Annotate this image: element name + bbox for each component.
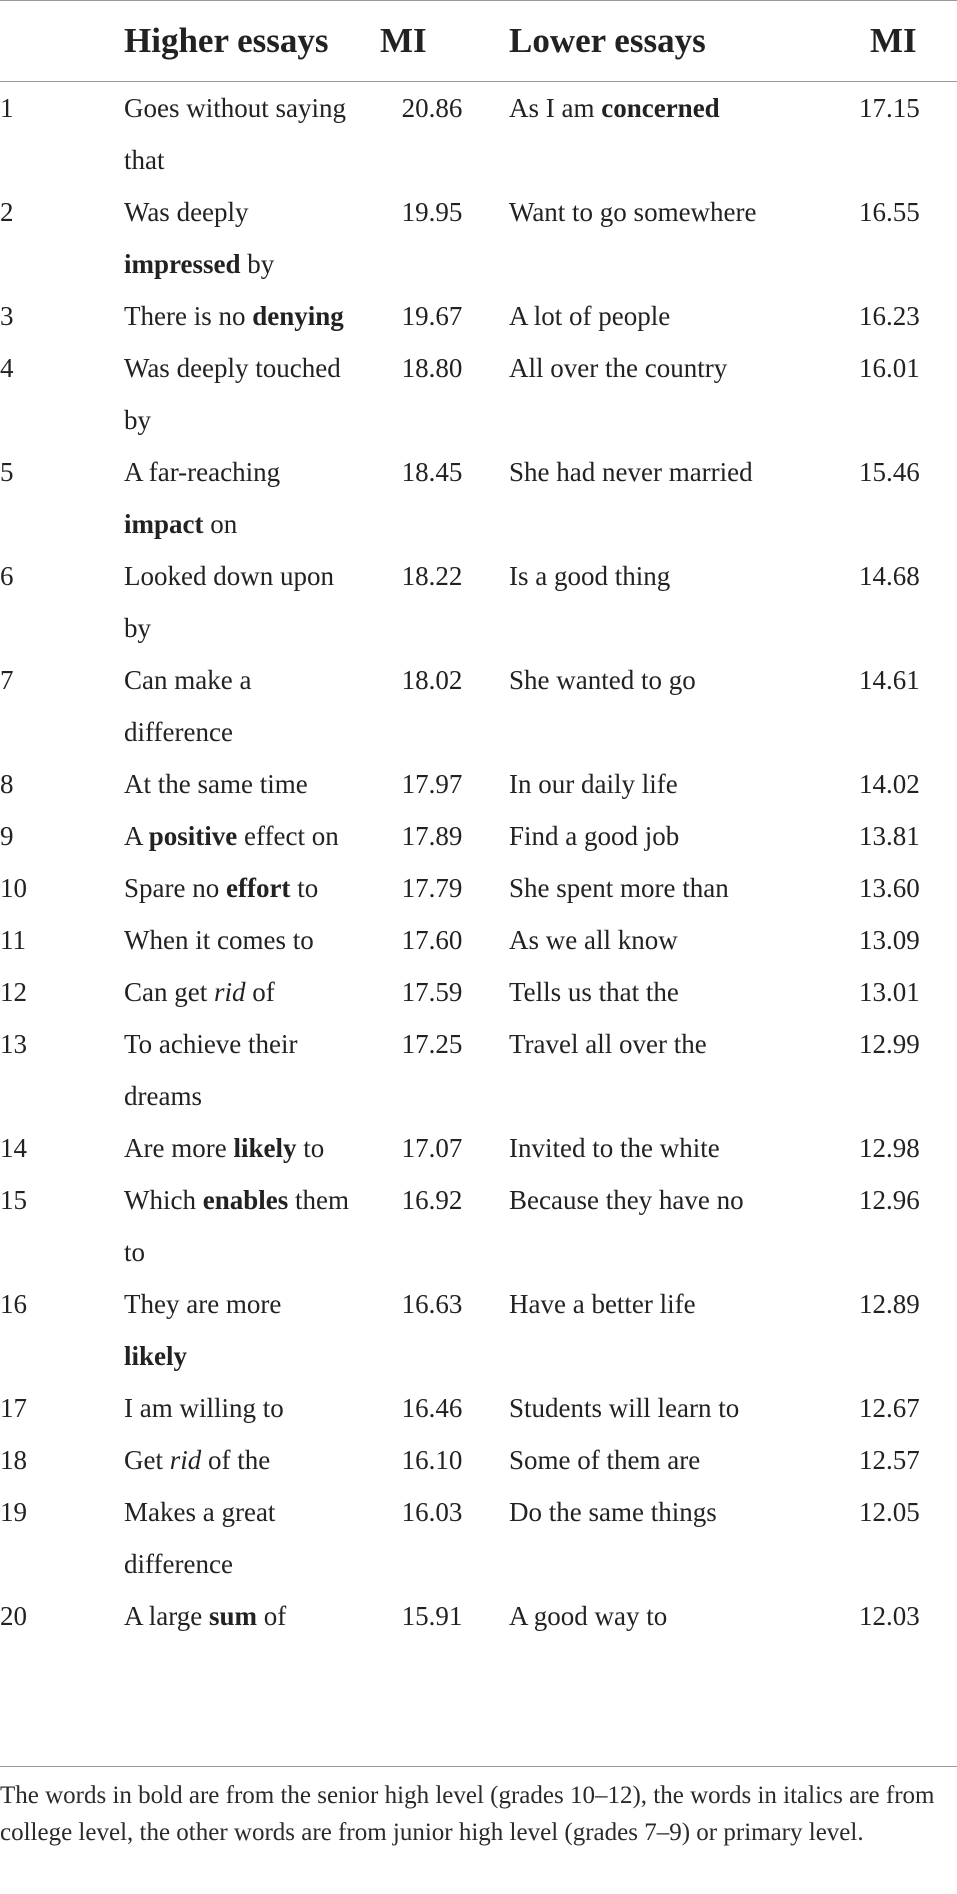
- lower-essay-phrase: [484, 1278, 831, 1382]
- lower-essay-phrase: [484, 342, 831, 446]
- rank-cell: 12: [0, 977, 27, 1007]
- phrase-text: I am willing to: [124, 1393, 284, 1423]
- higher-essay-phrase: [124, 810, 380, 862]
- bold-word: impressed: [124, 249, 241, 279]
- mi-higher-value: 17.59: [401, 977, 463, 1007]
- rank-cell: 4: [0, 353, 14, 383]
- phrase-text: of: [257, 1601, 287, 1631]
- phrase-text: Some of them are: [509, 1445, 701, 1475]
- header-higher-essays: Higher essays: [124, 20, 329, 60]
- table-row: [0, 550, 957, 654]
- higher-essay-phrase: [124, 1382, 380, 1434]
- lower-essay-phrase: [484, 758, 831, 810]
- rank-cell: 11: [0, 925, 26, 955]
- phrase-text: to: [296, 1133, 325, 1163]
- rank-cell: 6: [0, 561, 14, 591]
- lower-essay-phrase: [484, 914, 831, 966]
- table-footnote: The words in bold are from the senior high level (grades 10–12), the words in italics are from college level, the other words are from junior high level (grades 7–9) or primary level.: [0, 1782, 935, 1846]
- phrase-text: Makes a great difference: [124, 1497, 276, 1579]
- mi-lower-value: 14.02: [859, 769, 920, 799]
- bold-word: concerned: [601, 93, 720, 123]
- header-rank: [0, 0, 124, 81]
- phrase-text: At the same time: [124, 769, 308, 799]
- mi-higher-value: 16.03: [401, 1497, 463, 1527]
- lower-essay-phrase: [484, 290, 831, 342]
- bold-word: likely: [233, 1133, 297, 1163]
- header-mi-lower: MI: [870, 20, 917, 60]
- mi-lower-value: 16.23: [859, 301, 920, 331]
- italic-word: rid: [213, 977, 246, 1007]
- bold-word: enables: [202, 1185, 289, 1215]
- phrase-text: Which: [124, 1185, 203, 1215]
- higher-essay-phrase: [124, 550, 380, 654]
- phrase-text: Because they have no: [509, 1185, 744, 1215]
- lower-essay-phrase: [484, 810, 831, 862]
- table-row: [0, 1018, 957, 1122]
- phrase-text: She had never married: [509, 457, 753, 487]
- table-row: [0, 290, 957, 342]
- mi-lower-value: 13.81: [859, 821, 920, 851]
- table-body: [0, 81, 957, 1648]
- phrase-text: Can make a difference: [124, 665, 252, 747]
- lower-essay-phrase: [484, 1590, 831, 1648]
- phrase-text: Can get: [124, 977, 214, 1007]
- lower-essay-phrase: [484, 1382, 831, 1434]
- higher-essay-phrase: [124, 1590, 380, 1648]
- mi-higher-value: 17.79: [401, 873, 463, 903]
- table-row: [0, 1174, 957, 1278]
- phrase-text: Want to go somewhere: [509, 197, 757, 227]
- higher-essay-phrase: [124, 966, 380, 1018]
- rank-cell: 20: [0, 1601, 27, 1631]
- phrase-text: In our daily life: [509, 769, 678, 799]
- phrase-text: When it comes to: [124, 925, 314, 955]
- mi-higher-value: 19.95: [401, 197, 463, 227]
- phrase-text: Have a better life: [509, 1289, 696, 1319]
- lower-essay-phrase: [484, 81, 831, 186]
- phrase-text: All over the country: [509, 353, 728, 383]
- mi-higher-value: 18.02: [401, 665, 463, 695]
- phrase-text: Invited to the white: [509, 1133, 720, 1163]
- higher-essay-phrase: [124, 186, 380, 290]
- phrase-text: As we all know: [509, 925, 678, 955]
- mi-lower-value: 14.68: [859, 561, 920, 591]
- header-mi-higher: MI: [380, 20, 427, 60]
- mi-higher-value: 17.07: [401, 1133, 463, 1163]
- higher-essay-phrase: [124, 342, 380, 446]
- mi-higher-value: 16.10: [401, 1445, 463, 1475]
- phrase-text: Travel all over the: [509, 1029, 707, 1059]
- mi-higher-value: 17.89: [401, 821, 463, 851]
- rank-cell: 17: [0, 1393, 27, 1423]
- table-row: [0, 81, 957, 186]
- phrase-text: Tells us that the: [509, 977, 679, 1007]
- lower-essay-phrase: [484, 966, 831, 1018]
- phrase-text: by: [240, 249, 275, 279]
- higher-essay-phrase: [124, 1278, 380, 1382]
- phrase-text: Goes without saying that: [124, 93, 346, 175]
- bold-word: positive: [148, 821, 238, 851]
- phrase-text: Was deeply touched by: [124, 353, 341, 435]
- phrase-text: on: [203, 509, 238, 539]
- mi-higher-value: 17.60: [401, 925, 463, 955]
- table-row: [0, 342, 957, 446]
- mi-lower-value: 17.15: [859, 93, 920, 123]
- lower-essay-phrase: [484, 550, 831, 654]
- phrase-text: As I am: [509, 93, 602, 123]
- higher-essay-phrase: [124, 1174, 380, 1278]
- mi-lower-value: 13.01: [859, 977, 920, 1007]
- rank-cell: 9: [0, 821, 14, 851]
- mi-higher-value: 18.45: [401, 457, 463, 487]
- bottom-rule: [0, 1766, 957, 1767]
- lower-essay-phrase: [484, 186, 831, 290]
- mi-lower-value: 16.55: [859, 197, 920, 227]
- rank-cell: 1: [0, 93, 14, 123]
- phrase-text: A: [124, 821, 149, 851]
- mi-lower-value: 12.05: [859, 1497, 920, 1527]
- phrase-text: to: [290, 873, 319, 903]
- phrase-text: Students will learn to: [509, 1393, 740, 1423]
- phrase-text: A lot of people: [509, 301, 671, 331]
- mi-lower-value: 13.09: [859, 925, 920, 955]
- table-row: [0, 758, 957, 810]
- phrase-text: There is no: [124, 301, 253, 331]
- mi-lower-value: 12.57: [859, 1445, 920, 1475]
- bold-word: effort: [225, 873, 291, 903]
- mi-higher-value: 16.63: [401, 1289, 463, 1319]
- rank-cell: 5: [0, 457, 14, 487]
- phrase-text: She wanted to go: [509, 665, 696, 695]
- phrase-text: She spent more than: [509, 873, 729, 903]
- table-row: [0, 1278, 957, 1382]
- mi-higher-value: 17.25: [401, 1029, 463, 1059]
- mi-lower-value: 12.89: [859, 1289, 920, 1319]
- table-row: [0, 1590, 957, 1648]
- mi-higher-value: 19.67: [401, 301, 463, 331]
- phrase-text: of: [245, 977, 275, 1007]
- phrase-text: Do the same things: [509, 1497, 717, 1527]
- lower-essay-phrase: [484, 862, 831, 914]
- bold-word: impact: [124, 509, 204, 539]
- higher-essay-phrase: [124, 758, 380, 810]
- mi-lower-value: 12.98: [859, 1133, 920, 1163]
- table-row: [0, 862, 957, 914]
- rank-cell: 10: [0, 873, 27, 903]
- header-lower-essays: Lower essays: [509, 20, 706, 60]
- rank-cell: 14: [0, 1133, 27, 1163]
- mi-higher-value: 18.80: [401, 353, 463, 383]
- rank-cell: 18: [0, 1445, 27, 1475]
- mi-higher-value: 15.91: [401, 1601, 463, 1631]
- lower-essay-phrase: [484, 1174, 831, 1278]
- bold-word: sum: [208, 1601, 257, 1631]
- mi-lower-value: 12.67: [859, 1393, 920, 1423]
- rank-cell: 19: [0, 1497, 27, 1527]
- higher-essay-phrase: [124, 1434, 380, 1486]
- table-row: [0, 966, 957, 1018]
- rank-cell: 16: [0, 1289, 27, 1319]
- lower-essay-phrase: [484, 1486, 831, 1590]
- table-row: [0, 654, 957, 758]
- header-row: [0, 0, 957, 81]
- rank-cell: 15: [0, 1185, 27, 1215]
- phrase-text: A good way to: [509, 1601, 668, 1631]
- mi-higher-value: 16.92: [401, 1185, 463, 1215]
- lower-essay-phrase: [484, 654, 831, 758]
- phrase-text: A far-reaching: [124, 457, 281, 487]
- higher-essay-phrase: [124, 290, 380, 342]
- bold-word: likely: [124, 1341, 188, 1371]
- phrase-text: Was deeply: [124, 197, 249, 227]
- rank-cell: 2: [0, 197, 14, 227]
- phrase-text: effect on: [237, 821, 339, 851]
- table-row: [0, 1434, 957, 1486]
- table-row: [0, 446, 957, 550]
- lower-essay-phrase: [484, 446, 831, 550]
- lower-essay-phrase: [484, 1018, 831, 1122]
- phrase-text: They are more: [124, 1289, 282, 1319]
- mi-lower-value: 14.61: [859, 665, 920, 695]
- higher-essay-phrase: [124, 654, 380, 758]
- higher-essay-phrase: [124, 81, 380, 186]
- mi-lower-value: 15.46: [859, 457, 920, 487]
- mi-higher-value: 17.97: [401, 769, 463, 799]
- mi-lower-value: 13.60: [859, 873, 920, 903]
- phrase-text: Find a good job: [509, 821, 680, 851]
- higher-essay-phrase: [124, 1122, 380, 1174]
- bold-word: denying: [252, 301, 344, 331]
- lower-essay-phrase: [484, 1434, 831, 1486]
- mi-lower-value: 12.03: [859, 1601, 920, 1631]
- table-row: [0, 810, 957, 862]
- higher-essay-phrase: [124, 1018, 380, 1122]
- rank-cell: 13: [0, 1029, 27, 1059]
- table-row: [0, 1486, 957, 1590]
- mi-lower-value: 16.01: [859, 353, 920, 383]
- phrase-text: Is a good thing: [509, 561, 671, 591]
- higher-essay-phrase: [124, 1486, 380, 1590]
- higher-essay-phrase: [124, 862, 380, 914]
- phrase-text: Spare no: [124, 873, 226, 903]
- rank-cell: 7: [0, 665, 14, 695]
- mi-higher-value: 20.86: [401, 93, 463, 123]
- phrase-text: Get: [124, 1445, 170, 1475]
- table-row: [0, 914, 957, 966]
- rank-cell: 3: [0, 301, 14, 331]
- phrase-text: To achieve their dreams: [124, 1029, 298, 1111]
- rank-cell: 8: [0, 769, 14, 799]
- mi-higher-value: 16.46: [401, 1393, 463, 1423]
- table-row: [0, 1382, 957, 1434]
- mi-lower-value: 12.99: [859, 1029, 920, 1059]
- mi-lower-value: 12.96: [859, 1185, 920, 1215]
- higher-essay-phrase: [124, 446, 380, 550]
- phrase-text: of the: [201, 1445, 271, 1475]
- phrase-text: them to: [124, 1185, 349, 1267]
- italic-word: rid: [169, 1445, 202, 1475]
- higher-essay-phrase: [124, 914, 380, 966]
- phrase-text: A large: [124, 1601, 209, 1631]
- table-row: [0, 1122, 957, 1174]
- table-row: [0, 186, 957, 290]
- mi-higher-value: 18.22: [401, 561, 463, 591]
- phrase-text: Looked down upon by: [124, 561, 334, 643]
- phrase-text: Are more: [124, 1133, 234, 1163]
- lower-essay-phrase: [484, 1122, 831, 1174]
